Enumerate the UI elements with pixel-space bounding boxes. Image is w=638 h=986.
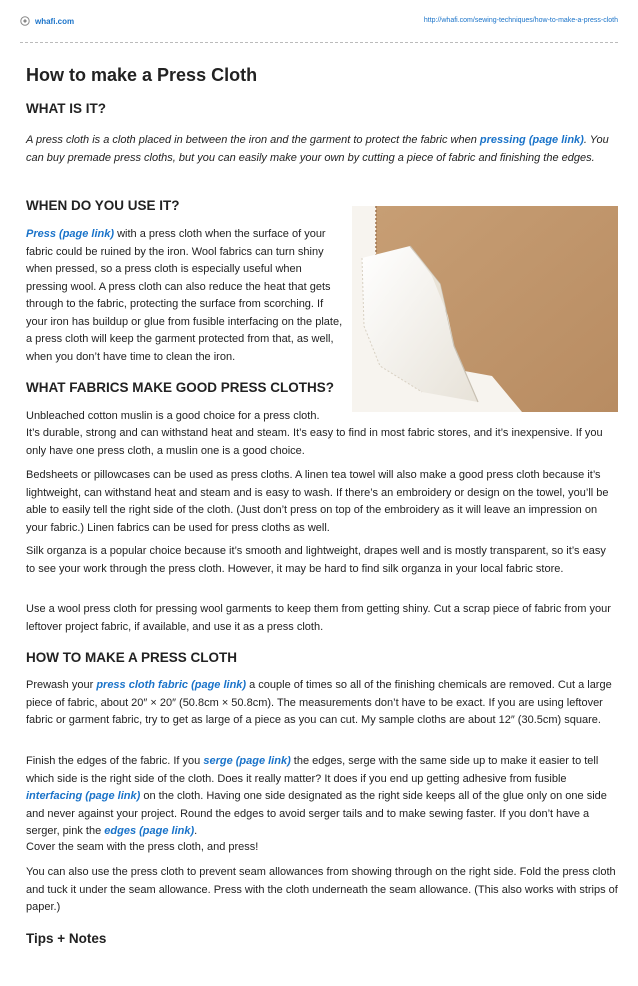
site-brand[interactable] xyxy=(20,16,74,26)
text-span: A press cloth is a cloth placed in between the iron and the garment to protect the fabric when xyxy=(26,134,480,146)
page-title: How to make a Press Cloth xyxy=(26,65,258,85)
how-to-paragraph-4: You can also use the press cloth to prevent seam allowances from showing through on the right side. Fold the press cloth and tuck it under the seam allowance. Press with the cloth underneath the seam allowance. (This also works with strips of paper.) xyxy=(26,866,618,913)
interfacing-link[interactable]: interfacing (page link) xyxy=(26,790,141,802)
fabrics-paragraph-1: It’s durable, strong and can withstand heat and steam. It’s easy to find in most fabric stores, and it’s inexpensive. If you only have one press cloth, a muslin one is a good choice. xyxy=(26,427,603,457)
header-divider xyxy=(20,42,618,43)
site-logo-icon xyxy=(20,16,30,26)
section-heading-when-use: WHEN DO YOU USE IT? xyxy=(26,198,180,213)
section-heading-fabrics: WHAT FABRICS MAKE GOOD PRESS CLOTHS? xyxy=(26,380,335,395)
text-span: . xyxy=(194,825,198,837)
what-is-it-paragraph xyxy=(26,132,618,167)
press-cloth-fabric-link[interactable]: press cloth fabric (page link) xyxy=(96,679,247,691)
how-to-paragraph-1 xyxy=(26,677,618,730)
text-span: with a press cloth when the surface of your fabric could be ruined by the iron. Wool fabrics can turn shiny when pressed, so a press cloth is especially useful when pressing wool. A press cloth can also reduce the heat that gets through to the fabric, protecting the surface from scorching. If your iron has buildup or glue from fusible interfacing on the plate, a press cloth will keep the garment protected from that, as well, when you don’t have time to clean the iron. xyxy=(26,228,343,363)
serge-link[interactable]: serge (page link) xyxy=(203,755,291,767)
edges-link[interactable]: edges (page link) xyxy=(104,825,195,837)
page-url[interactable]: http://whafi.com/sewing-techniques/how-to-make-a-press-cloth xyxy=(423,17,618,24)
section-heading-how-to: HOW TO MAKE A PRESS CLOTH xyxy=(26,650,238,665)
page-header xyxy=(0,0,638,44)
fabrics-paragraph-2: Bedsheets or pillowcases can be used as press cloths. A linen tea towel will also make a good press cloth because it’s lightweight, can withstand heat and steam and is easy to wash. If there’s an embroidery or design on the towel, you’ll be able to easily tell the right side of the cloth. (Just don’t press on top of the embroidery as it will leave an impression on your fabric.) Linen fabrics can be used for press cloths as well. xyxy=(26,469,609,534)
section-heading-tips: Tips + Notes xyxy=(26,931,107,946)
text-span: . You can buy premade press cloths, but you can easily make your own by cutting a piece of fabric and finishing the edges. xyxy=(26,134,609,164)
press-link[interactable]: Press (page link) xyxy=(26,228,115,240)
fabrics-paragraph-3: Silk organza is a popular choice because it’s smooth and lightweight, drapes well and is mostly transparent, so it’s easy to see your work through the press cloth. However, it may be hard to find silk organza in your local fabric store. xyxy=(26,545,606,575)
pressing-link[interactable]: pressing (page link) xyxy=(479,134,584,146)
text-span: a couple of times so all of the finishing chemicals are removed. Cut a large piece of fabric, about 20″ × 20″ (50.8cm × 50.8cm). The measurements don’t have to be exact. If you are using leftover fabric or garment fabric, try to get as large of a piece as you can cut. My sample cloths are about 12″ (30.5cm) square. xyxy=(26,679,612,726)
when-use-paragraph xyxy=(26,226,344,366)
how-to-paragraph-2 xyxy=(26,753,618,841)
how-to-paragraph-3: Cover the seam with the press cloth, and press! xyxy=(26,841,259,853)
section-heading-what-is-it: WHAT IS IT? xyxy=(26,101,106,116)
text-span: Finish the edges of the fabric. If you xyxy=(26,755,204,767)
fabrics-paragraph-1-line1: Unbleached cotton muslin is a good choice for a press cloth. xyxy=(26,410,320,422)
site-name: whafi.com xyxy=(35,16,75,26)
text-span: on the cloth. Having one side designated as the right side keeps all of the glue only on one side and never against your project. Round the edges to avoid serger tails and to make sewing faster. If you don’t have a serger, pink the xyxy=(26,790,607,837)
text-span: the edges, serge with the same side up to make it easier to tell which side is the right side of the cloth. Does it really matter? It does if you end up getting adhesive from fusible xyxy=(26,755,599,785)
text-span: Prewash your xyxy=(26,679,97,691)
fabrics-paragraph-4: Use a wool press cloth for pressing wool garments to keep them from getting shiny. Cut a scrap piece of fabric from your leftover project fabric, if available, and use it as a press cloth. xyxy=(26,603,611,633)
